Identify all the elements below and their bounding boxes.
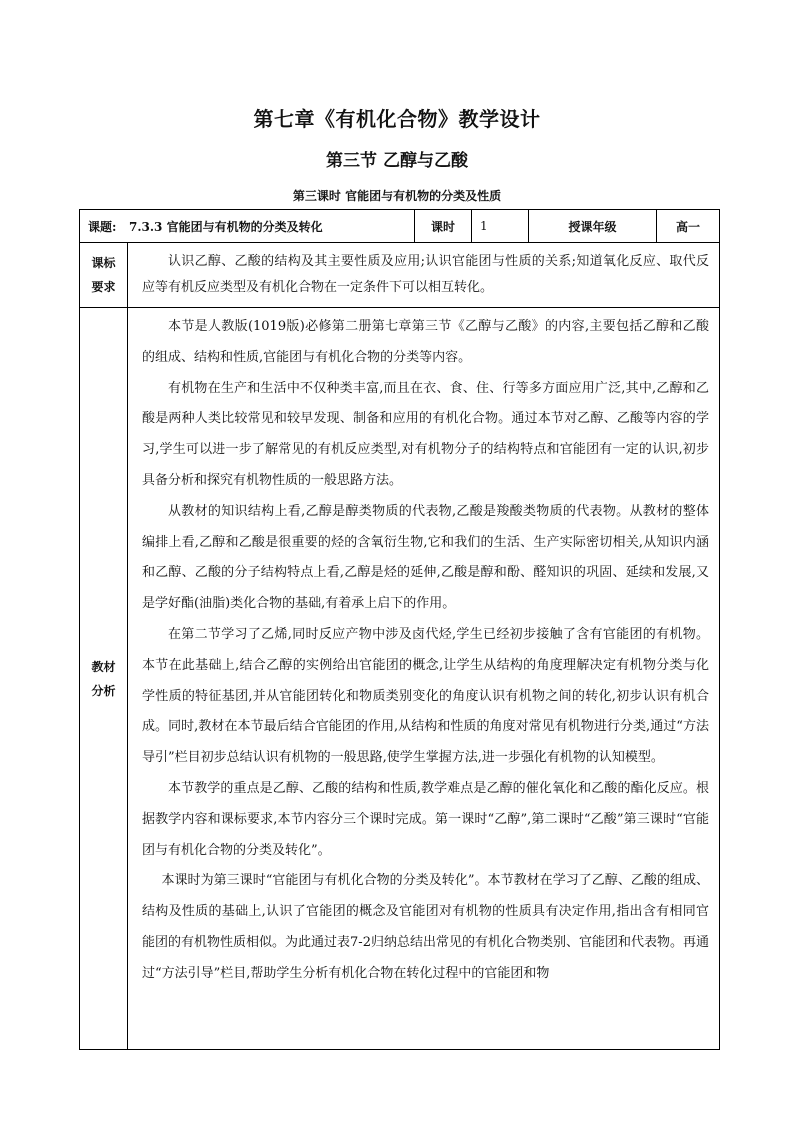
analysis-paragraph: 本节教学的重点是乙醇、乙酸的结构和性质,教学难点是乙醇的催化氧化和乙酸的酯化反应。根据教学内容和课标要求,本节内容分三个课时完成。第一课时“乙醇”,第二课时“乙酸”第三课时“官能团与有机化合物的分类及转化”。: [142, 780, 710, 858]
document-title: 第七章《有机化合物》教学设计: [253, 107, 541, 131]
grade-label: 授课年级: [529, 210, 657, 243]
analysis-label-line2: 分析: [91, 683, 116, 698]
requirements-label: [80, 243, 128, 308]
analysis-label: [80, 308, 128, 1050]
requirements-row: [80, 243, 720, 308]
period-label: 课时: [415, 210, 472, 243]
requirements-label-line1: 课标: [91, 256, 116, 270]
analysis-paragraph: 在第二节学习了乙烯,同时反应产物中涉及卤代烃,学生已经初步接触了含有官能团的有机物。本节在此基础上,结合乙醇的实例给出官能团的概念,让学生从结构的角度理解决定有机物分类与化学性质的特征基团,并从官能团转化和物质类别变化的角度认识有机物之间的转化,初步认识有机合成。同时,教材在本节最后结合官能团的作用,从结构和性质的角度对常见有机物进行分类,通过“方法导引”栏目初步总结认识有机物的一般思路,使学生掌握方法,进一步强化有机物的认知模型。: [142, 626, 710, 766]
requirements-label-line2: 要求: [91, 280, 116, 294]
lesson-subtitle: 第三课时 官能团与有机物的分类及性质: [292, 189, 502, 203]
analysis-paragraph: 有机物在生产和生活中不仅种类丰富,而且在衣、食、住、行等多方面应用广泛,其中,乙醇和乙酸是两种人类比较常见和较早发现、制备和应用的有机化合物。通过本节对乙醇、乙酸等内容的学习,学生可以进一步了解常见的有机反应类型,对有机物分子的结构特点和官能团有一定的认识,初步具备分析和探究有机物性质的一般思路方法。: [142, 380, 710, 488]
grade-value: 高一: [657, 210, 720, 243]
topic-cell: [80, 210, 415, 243]
analysis-label-line1: 教材: [91, 659, 116, 674]
topic-value: 7.3.3 官能团与有机物的分类及转化: [128, 219, 323, 234]
analysis-paragraph: 本节是人教版(1019版)必修第二册第七章第三节《乙醇与乙酸》的内容,主要包括乙醇和乙酸的组成、结构和性质,官能团与有机化合物的分类等内容。: [142, 319, 710, 365]
header-row: [80, 210, 720, 243]
period-value: 1: [472, 210, 529, 243]
analysis-content: [128, 308, 720, 1050]
analysis-paragraph: 本课时为第三课时“官能团与有机化合物的分类及转化”。本节教材在学习了乙醇、乙酸的组成、结构及性质的基础上,认识了官能团的概念及官能团对有机物的性质具有决定作用,指出含有相同官能团的有机物性质相似。为此通过表7-2归纳总结出常见的有机化合物类别、官能团和代表物。再通过“方法引导”栏目,帮助学生分析有机化合物在转化过程中的官能团和物: [142, 873, 710, 981]
section-title: 第三节 乙醇与乙酸: [326, 151, 468, 171]
topic-label: 课题:: [88, 219, 117, 234]
analysis-paragraph: 从教材的知识结构上看,乙醇是醇类物质的代表物,乙酸是羧酸类物质的代表物。从教材的整体编排上看,乙醇和乙酸是很重要的烃的含氧衍生物,它和我们的生活、生产实际密切相关,从知识内涵和乙醇、乙酸的分子结构特点上看,乙醇是烃的延伸,乙酸是醇和酚、醛知识的巩固、延续和发展,又是学好酯(油脂)类化合物的基础,有着承上启下的作用。: [142, 503, 710, 612]
requirements-text: 认识乙醇、乙酸的结构及其主要性质及应用;认识官能团与性质的关系;知道氧化反应、取代反应等有机反应类型及有机化合物在一定条件下可以相互转化。: [128, 243, 720, 308]
lesson-plan-table: [79, 209, 720, 1050]
analysis-row: [80, 308, 720, 1050]
